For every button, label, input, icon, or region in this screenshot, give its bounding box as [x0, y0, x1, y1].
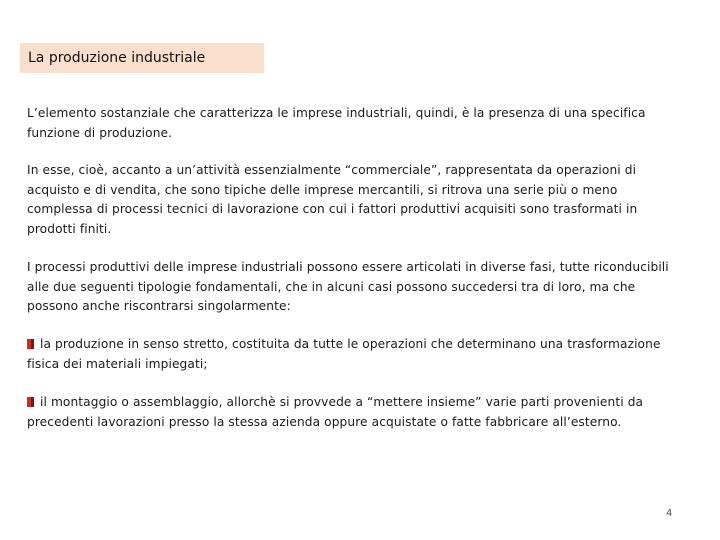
bullet-2-text: , allorchè si provvede a “mettere insieme” varie parti provenienti da precedenti lavorazioni presso la stessa azienda oppure acquistate o fatte fabbricare all’esterno.: [27, 395, 644, 429]
bullet-2-emphasis: il montaggio o assemblaggio: [40, 395, 219, 409]
bullet-1-text: , costituita da tutte le operazioni che determinano una trasformazione fisica dei materiali impiegati;: [27, 337, 661, 371]
paragraph-2: In esse, cioè, accanto a un’attività essenzialmente “commerciale”, rappresentata da operazioni di acquisto e di vendita, che sono tipiche delle imprese mercantili, si ritrova una serie più o meno complessa di processi tecnici di lavorazione con cui i fattori produttivi acquisiti sono trasformati in prodotti finiti.: [27, 163, 638, 236]
title-box: [20, 43, 264, 73]
paragraph-1-emphasis: funzione di produzione: [27, 125, 169, 140]
paragraph-3: I processi produttivi delle imprese industriali possono essere articolati in diverse fasi, tutte riconducibili alle due seguenti tipologie fondamentali, che in alcuni casi possono succedersi tra di loro, ma che possono anche riscontrarsi singolarmente:: [27, 260, 669, 313]
page-number: 4: [666, 508, 673, 519]
paragraph-1-text: L’elemento sostanziale che caratterizza le imprese industriali, quindi, è la presenza di una specifica: [27, 106, 646, 120]
bullet-item-1: [27, 335, 677, 374]
paragraph-1-tail: .: [168, 125, 173, 140]
bullet-square-icon: [27, 397, 34, 407]
paragraph-1: [27, 104, 677, 143]
slide-title: La produzione industriale: [28, 50, 206, 66]
bullet-item-2: [27, 393, 677, 432]
bullet-1-emphasis: la produzione in senso stretto: [40, 337, 225, 351]
bullet-square-icon: [27, 339, 34, 349]
